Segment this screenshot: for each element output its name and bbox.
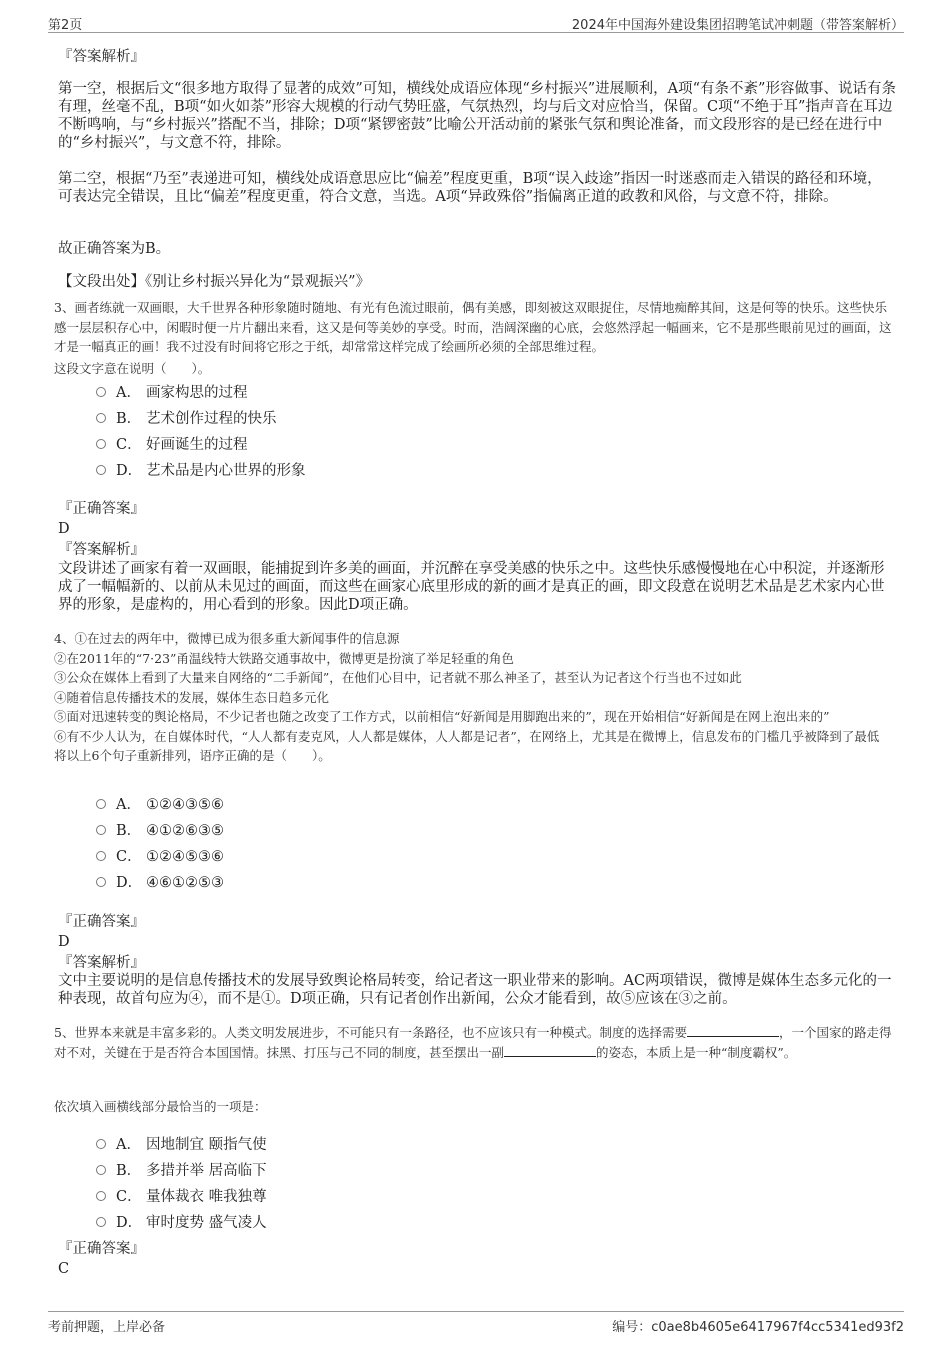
- q4-option-b[interactable]: B． ④①②⑥③⑤: [96, 819, 224, 840]
- q3-prompt: 这段文字意在说明（ ）。: [54, 361, 211, 376]
- page-number: 第2页: [48, 18, 83, 33]
- radio-icon[interactable]: [96, 439, 106, 449]
- q4-line-3: ③公众在媒体上看到了大量来自网络的“二手新闻”，在他们心目中，记者就不那么神圣了，甚至认为记者这个行当也不过如此: [54, 670, 742, 685]
- q4-answer: D: [58, 934, 70, 950]
- q3-answer-label: 『正确答案』: [58, 501, 145, 517]
- q4-line-1: 4、①在过去的两年中，微博已成为很多重大新闻事件的信息源: [54, 631, 400, 646]
- q4-line-5: ⑤面对迅速转变的舆论格局，不少记者也随之改变了工作方式，以前相信“好新闻是用脚跑出来的”，现在开始相信“好新闻是在网上泡出来的”: [54, 709, 830, 724]
- footer-slogan: 考前押题，上岸必备: [48, 1320, 166, 1335]
- q3-option-a[interactable]: A． 画家构思的过程: [96, 381, 248, 402]
- q3-option-c[interactable]: C． 好画诞生的过程: [96, 433, 248, 454]
- q3-option-d[interactable]: D． 艺术品是内心世界的形象: [96, 459, 306, 480]
- q4-line-6: ⑥有不少人认为，在自媒体时代，“人人都有麦克风，人人都是媒体，人人都是记者”，在网络上，尤其是在微博上，信息发布的门槛几乎被降到了最低: [54, 728, 880, 744]
- q4-option-d[interactable]: D． ④⑥①②⑤③: [96, 871, 224, 892]
- radio-icon[interactable]: [96, 465, 106, 475]
- q4-option-a[interactable]: A． ①②④③⑤⑥: [96, 793, 224, 814]
- q5-answer-label: 『正确答案』: [58, 1241, 145, 1257]
- q4-option-c[interactable]: C． ①②④⑤③⑥: [96, 845, 224, 866]
- q4-line-4: ④随着信息传播技术的发展，媒体生态日趋多元化: [54, 689, 330, 705]
- radio-icon[interactable]: [96, 1139, 106, 1149]
- q5-stem: 5、世界本来就是丰富多彩的。人类文明发展进步，不可能只有一条路径，也不应该只有一种模式。制度的选择需要 ，一个国家的路走得对不对，关键在于是否符合本国国情。抹黑、打压与己不同的制度，甚至摆出一副 的姿态，本质上是一种“制度霸权”。: [54, 1025, 892, 1060]
- q2-analysis-para1: 第一空，根据后文“很多地方取得了显著的成效”可知，横线处成语应体现“乡村振兴”进展顺利，A项“有条不紊”形容做事、说话有条有理，丝毫不乱，B项“如火如荼”形容大规模的行动气势旺盛，气氛热烈，均与后文对应恰当，保留。C项“不绝于耳”指声音在耳边不断鸣响，与“乡村振兴”搭配不当，排除；D项“紧锣密鼓”比喻公开活动前的紧张气氛和舆论准备，而文段形容的是已经在进行中的“乡村振兴”，与文意不符，排除。: [58, 81, 896, 151]
- q2-source: 【文段出处】《别让乡村振兴异化为“景观振兴”》: [58, 274, 371, 290]
- q5-option-d[interactable]: D． 审时度势 盛气凌人: [96, 1211, 267, 1232]
- q4-answer-label: 『正确答案』: [58, 914, 145, 930]
- q4-prompt: 将以上6个句子重新排列，语序正确的是（ ）。: [54, 748, 331, 763]
- radio-icon[interactable]: [96, 799, 106, 809]
- q2-analysis-label: 『答案解析』: [58, 49, 145, 65]
- q3-analysis-label: 『答案解析』: [58, 542, 145, 558]
- q4-analysis-label: 『答案解析』: [58, 955, 145, 971]
- radio-icon[interactable]: [96, 851, 106, 861]
- q5-option-a[interactable]: A． 因地制宜 颐指气使: [96, 1133, 267, 1154]
- radio-icon[interactable]: [96, 1217, 106, 1227]
- radio-icon[interactable]: [96, 825, 106, 835]
- radio-icon[interactable]: [96, 413, 106, 423]
- q2-analysis-para2: 第二空，根据“乃至”表递进可知，横线处成语意思应比“偏差”程度更重，B项“误入歧途”指因一时迷惑而走入错误的路径和环境，可表达完全错误，且比“偏差”程度更重，符合文意，当选。A项“异政殊俗”指偏离正道的政教和风俗，与文意不符，排除。: [58, 171, 882, 205]
- blank-line-2: [504, 1044, 596, 1057]
- q5-option-c[interactable]: C． 量体裁衣 唯我独尊: [96, 1185, 267, 1206]
- q5-option-b[interactable]: B． 多措并举 居高临下: [96, 1159, 267, 1180]
- q4-sentences: [54, 629, 896, 766]
- q2-conclusion: 故正确答案为B。: [58, 241, 171, 257]
- q3-analysis: 文段讲述了画家有着一双画眼，能捕捉到许多美的画面，并沉醉在享受美感的快乐之中。这些快乐感慢慢地在心中积淀，并逐渐形成了一幅幅新的、以前从未见过的画面，而这些在画家心底里形成的新的画才是真正的画，即文段意在说明艺术品是艺术家内心世界的形象，是虚构的，用心看到的形象。因此D项正确。: [58, 561, 885, 613]
- radio-icon[interactable]: [96, 1165, 106, 1175]
- radio-icon[interactable]: [96, 387, 106, 397]
- q4-line-2: ②在2011年的“7·23”甬温线特大铁路交通事故中，微博更是扮演了举足轻重的角色: [54, 650, 514, 666]
- radio-icon[interactable]: [96, 877, 106, 887]
- blank-line-1: [687, 1024, 779, 1037]
- page-footer: [48, 1311, 904, 1336]
- q3-stem: 3、画者练就一双画眼，大千世界各种形象随时随地、有光有色流过眼前，偶有美感，即刻被这双眼捉住，尽情地痴醉其间，这是何等的快乐。这些快乐感一层层积存心中，闲暇时便一片片翻出来看，这又是何等美妙的享受。时而，浩阔深幽的心底，会悠然浮起一幅画来，它不是那些眼前见过的画面，这才是一幅真正的画！我不过没有时间将它形之于纸，却常常这样完成了绘画所必须的全部思维过程。: [54, 300, 892, 354]
- radio-icon[interactable]: [96, 1191, 106, 1201]
- document-serial: 编号：c0ae8b4605e6417967f4cc5341ed93f2: [612, 1320, 904, 1335]
- q3-option-b[interactable]: B． 艺术创作过程的快乐: [96, 407, 277, 428]
- q4-analysis: 文中主要说明的是信息传播技术的发展导致舆论格局转变，给记者这一职业带来的影响。AC两项错误，微博是媒体生态多元化的一种表现，故首句应为④，而不是①。D项正确，只有记者创作出新闻，公众才能看到，故⑤应该在③之前。: [58, 973, 892, 1007]
- document-title: 2024年中国海外建设集团招聘笔试冲刺题（带答案解析）: [571, 18, 904, 33]
- q5-prompt: 依次填入画横线部分最恰当的一项是：: [54, 1099, 267, 1114]
- q5-answer: C: [58, 1261, 70, 1277]
- page-header: [48, 12, 904, 33]
- q3-answer: D: [58, 521, 70, 537]
